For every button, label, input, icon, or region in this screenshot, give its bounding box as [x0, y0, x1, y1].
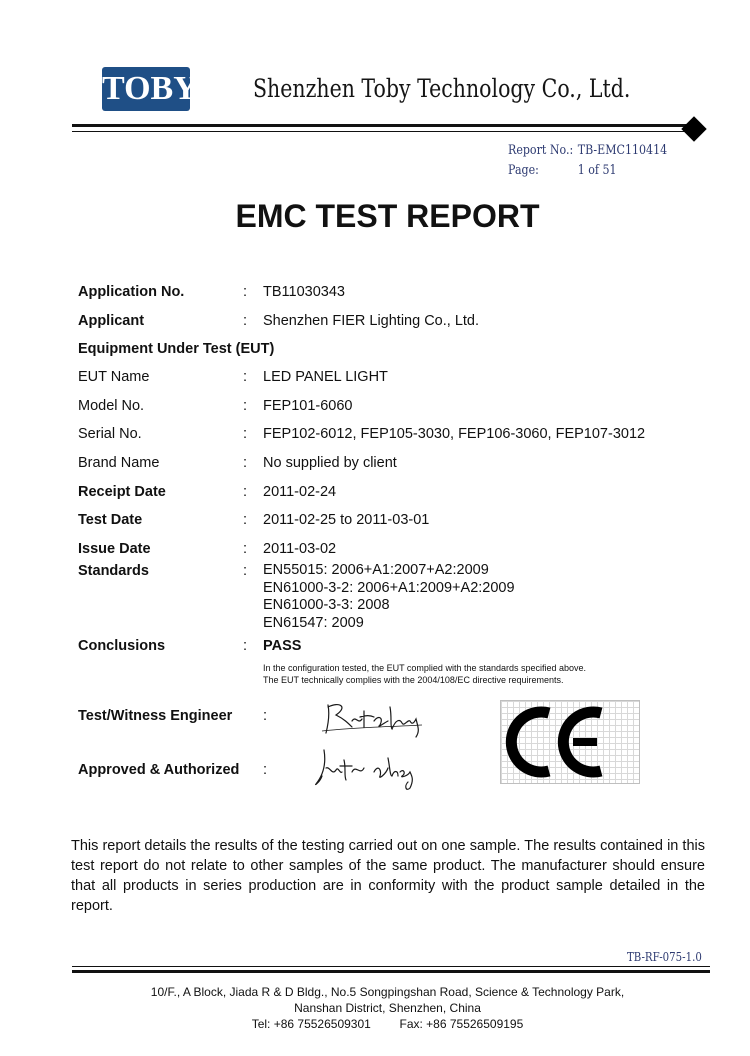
section-heading: Equipment Under Test (EUT): [78, 341, 275, 357]
company-logo: TOBY: [102, 67, 190, 111]
field-label: Approved & Authorized: [78, 762, 240, 778]
footer-rule-thin: [72, 966, 710, 967]
conclusion-note: [263, 663, 586, 686]
field-value: TB11030343: [263, 284, 345, 300]
field-colon: :: [263, 762, 268, 778]
field-value: FEP101-6060: [263, 398, 353, 414]
field-colon: :: [243, 512, 248, 528]
field-label: Application No.: [78, 284, 185, 300]
conclusion-note-line: In the configuration tested, the EUT complied with the standards specified above.: [263, 663, 587, 673]
standards-list: [263, 562, 515, 632]
test-engineer-signature: [318, 697, 428, 739]
field-colon: :: [243, 313, 248, 329]
field-label: Brand Name: [78, 455, 160, 471]
ce-mark: [500, 700, 640, 784]
standard-item: EN61547: 2009: [263, 614, 364, 631]
report-meta: [508, 141, 667, 181]
field-colon: :: [243, 426, 248, 442]
field-value: 2011-03-02: [263, 541, 337, 557]
field-label: Test/Witness Engineer: [78, 708, 233, 724]
footer-rule-thick: [72, 970, 710, 973]
field-value: No supplied by client: [263, 455, 397, 471]
standard-item: EN55015: 2006+A1:2007+A2:2009: [263, 562, 489, 578]
field-colon: :: [243, 541, 248, 557]
footer-fax: Fax: +86 75526509195: [399, 1017, 524, 1031]
footer-contact: [0, 1016, 750, 1032]
field-colon: :: [243, 369, 248, 385]
field-value: LED PANEL LIGHT: [263, 369, 388, 385]
field-label: Conclusions: [78, 638, 166, 654]
form-code: TB-RF-075-1.0: [627, 950, 702, 964]
field-colon: :: [243, 563, 248, 579]
field-colon: :: [243, 398, 248, 414]
company-name: Shenzhen Toby Technology Co., Ltd.: [253, 74, 631, 103]
field-colon: :: [243, 455, 248, 471]
page-number: 1 of 51: [577, 163, 617, 178]
report-no: TB-EMC110414: [577, 143, 668, 158]
field-label: Issue Date: [78, 541, 151, 557]
field-label: Applicant: [78, 313, 145, 329]
conclusion-note-line: The EUT technically complies with the 2004/108/EC directive requirements.: [263, 674, 564, 685]
report-title: EMC TEST REPORT: [235, 198, 540, 234]
footer-tel: Tel: +86 75526509301: [251, 1017, 371, 1031]
field-label: Model No.: [78, 398, 145, 414]
field-label: Serial No.: [78, 426, 142, 442]
disclaimer-paragraph: This report details the results of the testing carried out on one sample. The results contained in this test report do not relate to other samples of the same product. The manufacturer should ensure that all products in series production are in conformity with the product sample detailed in the report.: [71, 838, 705, 914]
standard-item: EN61000-3-2: 2006+A1:2009+A2:2009: [263, 579, 515, 596]
field-colon: :: [243, 638, 248, 654]
header-rule-thin: [72, 131, 690, 132]
footer-address-line: Nanshan District, Shenzhen, China: [294, 1001, 481, 1015]
field-label: Standards: [78, 563, 149, 579]
approved-signature: [312, 746, 422, 792]
field-colon: :: [263, 708, 268, 724]
field-value: 2011-02-24: [263, 484, 337, 500]
field-colon: :: [243, 484, 248, 500]
field-value: 2011-02-25 to 2011-03-01: [263, 512, 430, 528]
field-value: Shenzhen FIER Lighting Co., Ltd.: [263, 313, 480, 329]
conclusion-value: PASS: [263, 638, 302, 654]
diamond-icon: [681, 116, 706, 141]
footer-address-line: 10/F., A Block, Jiada R & D Bldg., No.5 Songpingshan Road, Science & Technology Park,: [150, 985, 625, 999]
field-label: EUT Name: [78, 369, 150, 385]
report-no-label: Report No.:: [508, 143, 574, 158]
page-label: Page:: [508, 163, 539, 178]
field-value: FEP102-6012, FEP105-3030, FEP106-3060, FEP107-3012: [263, 426, 646, 442]
field-colon: :: [243, 284, 248, 300]
field-label: Receipt Date: [78, 484, 166, 500]
header-rule-thick: [72, 124, 690, 127]
standard-item: EN61000-3-3: 2008: [263, 597, 390, 613]
footer: [0, 984, 750, 1032]
field-label: Test Date: [78, 512, 143, 528]
